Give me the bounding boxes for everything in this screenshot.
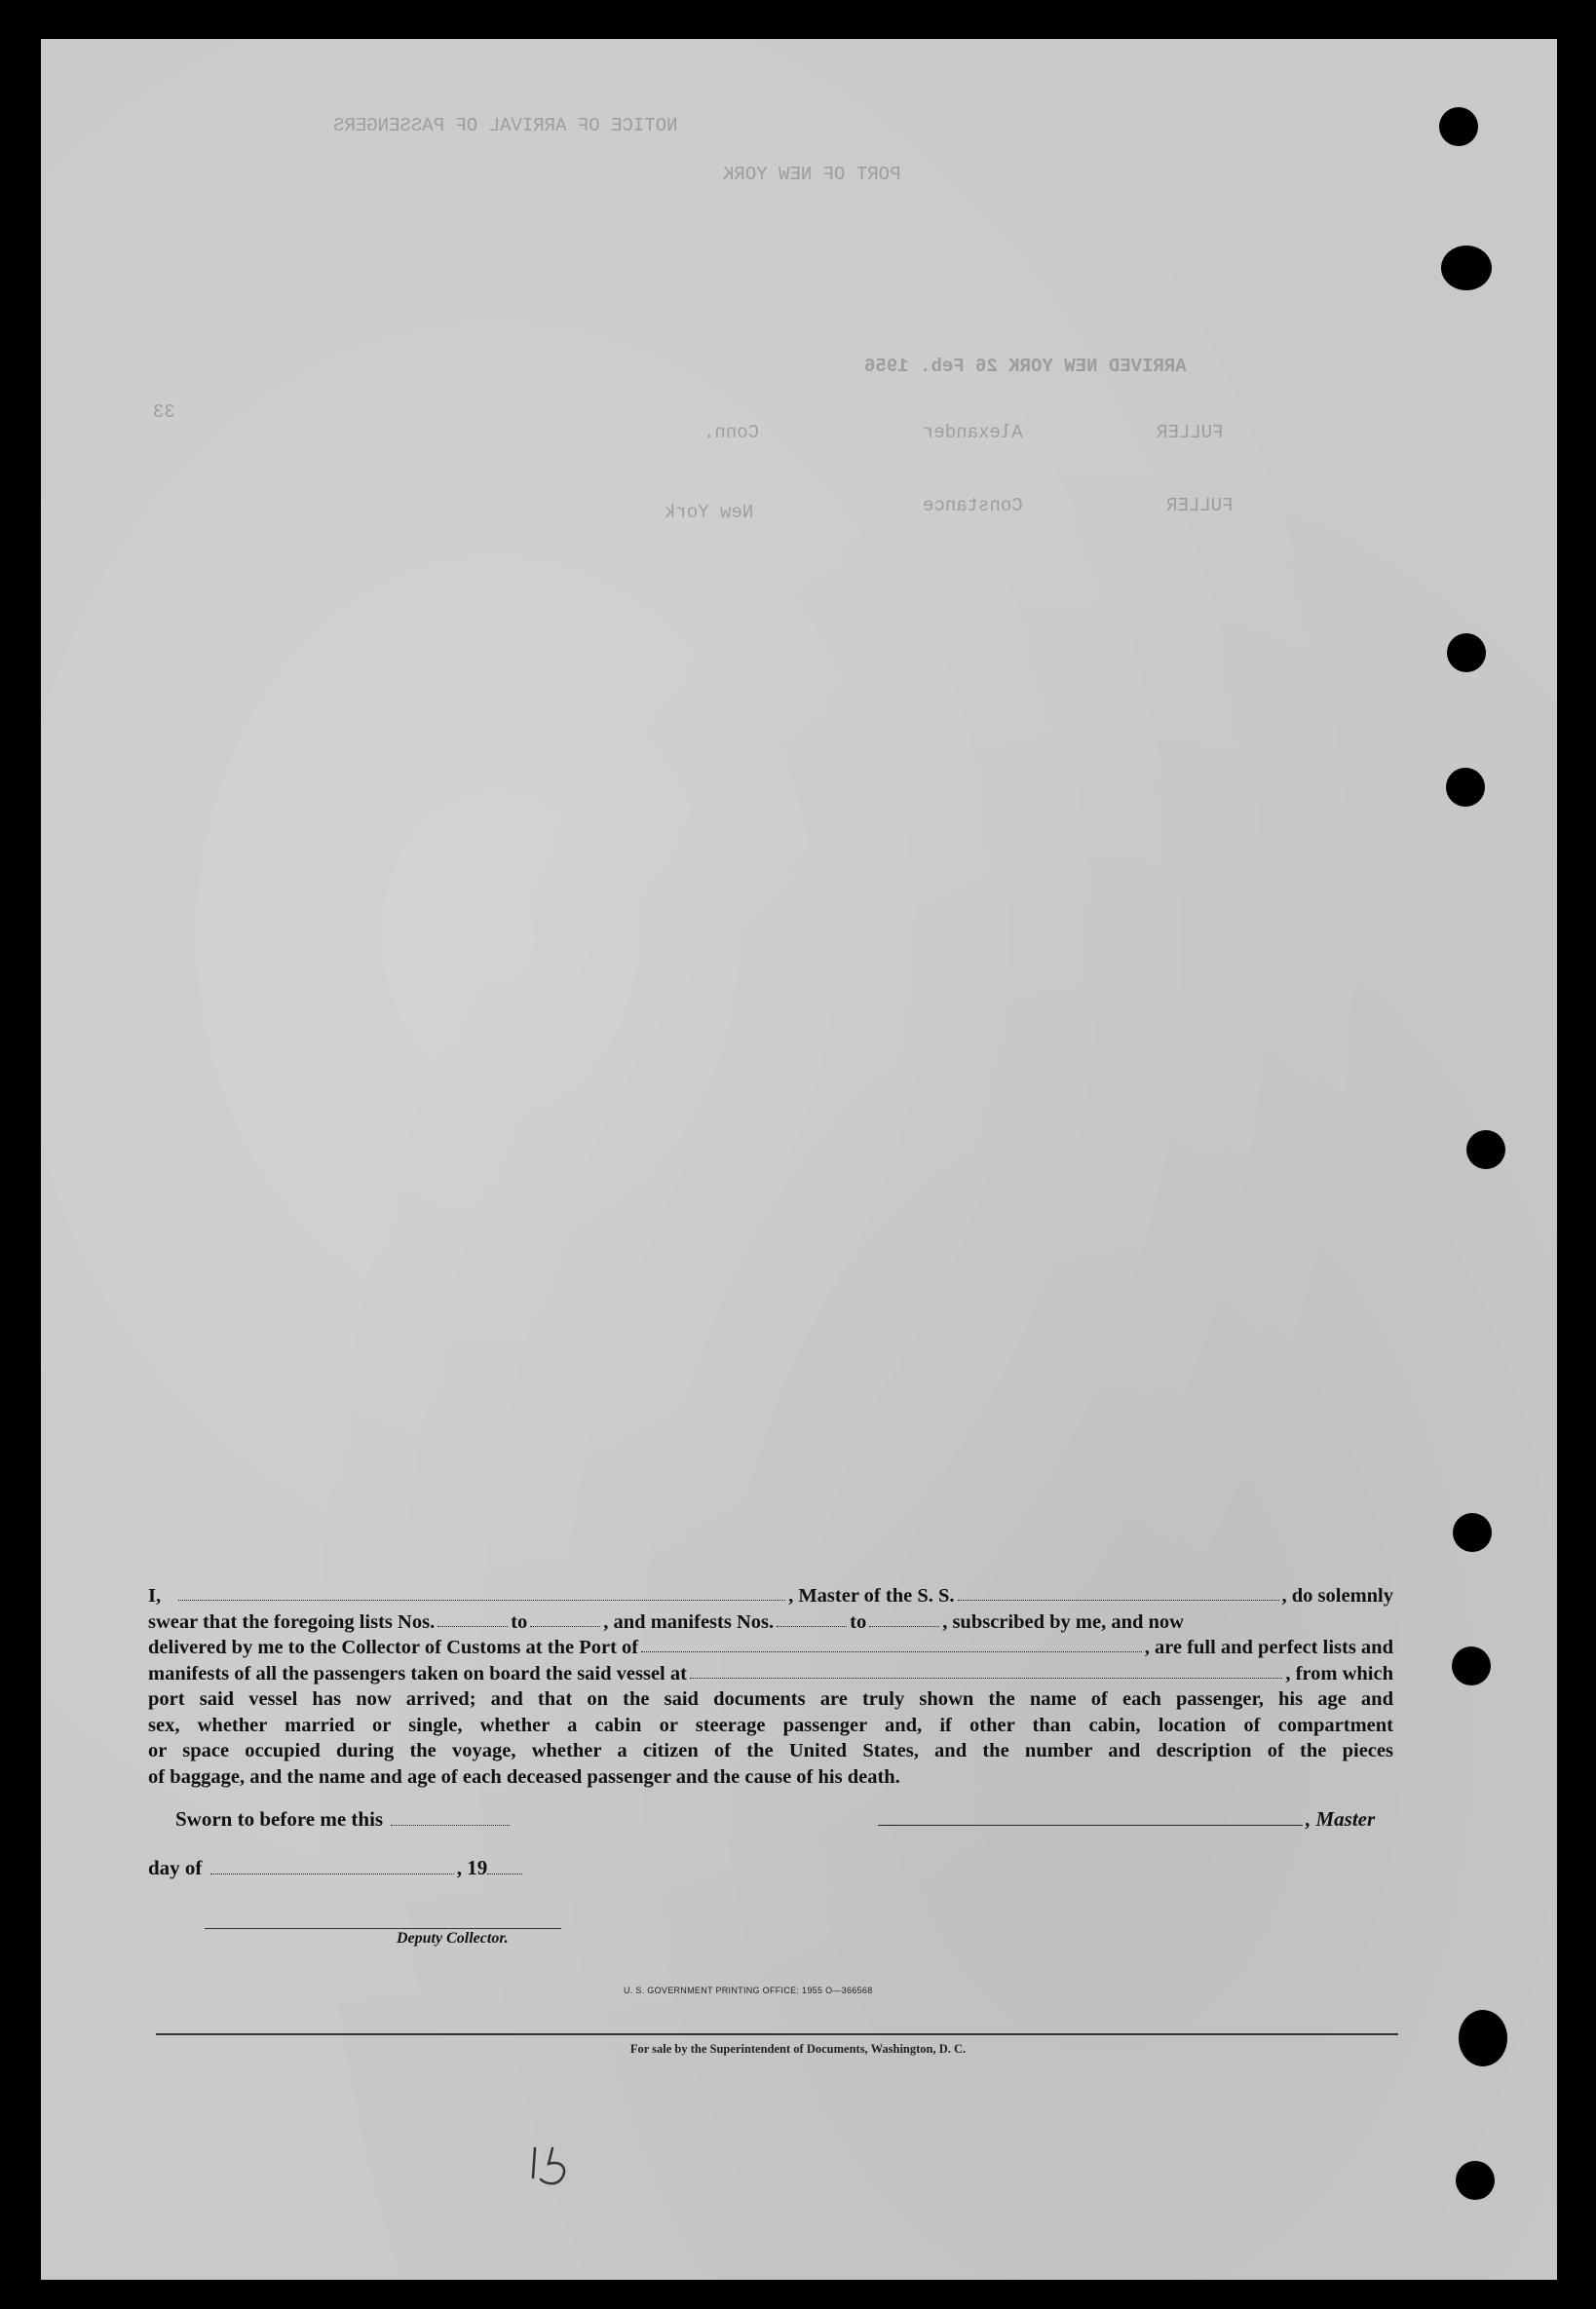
sale-notice: For sale by the Superintendent of Documents, Washington, D. C.	[629, 2042, 967, 2056]
master-name-blank[interactable]	[178, 1583, 785, 1601]
bleed-through-city: New York	[665, 502, 754, 523]
sworn-label: Sworn to before me this	[175, 1807, 384, 1831]
oath-line: of baggage, and the name and age of each deceased passenger and the cause of his death.	[148, 1765, 900, 1788]
master-signature-line[interactable]	[878, 1808, 1303, 1826]
oath-manifests-all: manifests of all the passengers taken on board the said vessel at	[148, 1662, 687, 1684]
oath-delivered: delivered by me to the Collector of Customs at the Port of	[148, 1637, 639, 1658]
footer-rule	[156, 2033, 1398, 2035]
oath-line: sex, whether married or single, whether a cabin or steerage passenger and, if other than cabin, location of compartment	[148, 1714, 1393, 1736]
punch-hole	[1452, 1647, 1491, 1685]
deputy-collector-label: Deputy Collector.	[397, 1930, 509, 1947]
bleed-through-surname: FULLER	[1166, 495, 1234, 516]
list-from-blank[interactable]	[437, 1609, 508, 1627]
bleed-through-state: Conn.	[703, 422, 760, 443]
punch-hole	[1456, 2161, 1495, 2200]
oath-to: to	[850, 1610, 867, 1633]
master-label: , Master	[1306, 1807, 1376, 1831]
oath-to: to	[511, 1610, 528, 1633]
punch-hole	[1459, 2010, 1507, 2066]
master-oath-paragraph	[148, 1583, 1393, 1790]
document-sheet	[41, 39, 1557, 2280]
punch-hole	[1466, 1130, 1505, 1169]
oath-line: port said vessel has now arrived; and that on the said documents are truly shown the name of each passenger, his age and	[148, 1688, 1393, 1710]
oath-manifests: , and manifests Nos.	[603, 1610, 775, 1633]
bleed-through-surname: FULLER	[1157, 422, 1224, 443]
port-blank[interactable]	[641, 1635, 1142, 1652]
manifest-to-blank[interactable]	[869, 1609, 939, 1627]
bleed-through-name: Constance	[923, 495, 1023, 516]
punch-hole	[1453, 1513, 1492, 1552]
month-blank[interactable]	[210, 1857, 454, 1874]
handwritten-mark-drawing	[521, 2139, 580, 2197]
year-prefix: , 19	[456, 1856, 488, 1879]
sworn-day-blank[interactable]	[391, 1808, 510, 1826]
oath-i: I,	[148, 1585, 162, 1607]
day-of-label: day of	[148, 1856, 203, 1879]
deputy-signature-line[interactable]	[205, 1928, 561, 1929]
vessel-name-blank[interactable]	[958, 1583, 1279, 1601]
bleed-through-port: PORT OF NEW YORK	[723, 164, 901, 185]
bleed-through-number: 33	[153, 401, 175, 423]
list-to-blank[interactable]	[530, 1609, 600, 1627]
oath-swear: swear that the foregoing lists Nos.	[148, 1610, 436, 1633]
bleed-through-name: Alexander	[923, 422, 1023, 443]
oath-from-which: , from which	[1285, 1662, 1393, 1684]
oath-master-ss: , Master of the S. S.	[788, 1585, 955, 1607]
oath-line: or space occupied during the voyage, whether a citizen of the United States, and the number and description of the pieces	[148, 1740, 1393, 1761]
bleed-through-heading: NOTICE OF ARRIVAL OF PASSENGERS	[333, 115, 678, 136]
punch-hole	[1447, 633, 1486, 672]
bleed-through-arrived: ARRIVED NEW YORK 26 Feb. 1956	[864, 356, 1187, 377]
year-blank[interactable]	[487, 1857, 522, 1874]
punch-hole	[1441, 246, 1492, 290]
printing-office-imprint: U. S. GOVERNMENT PRINTING OFFICE: 1955 O—366568	[624, 1986, 873, 1995]
handwritten-mark	[521, 2139, 580, 2202]
oath-full-perfect: , are full and perfect lists and	[1144, 1637, 1393, 1658]
manifest-from-blank[interactable]	[777, 1609, 847, 1627]
departure-port-blank[interactable]	[690, 1661, 1282, 1679]
oath-solemnly: , do solemnly	[1281, 1585, 1393, 1607]
punch-hole	[1439, 107, 1478, 146]
oath-subscribed: , subscribed by me, and now	[942, 1610, 1184, 1633]
punch-hole	[1446, 768, 1485, 807]
